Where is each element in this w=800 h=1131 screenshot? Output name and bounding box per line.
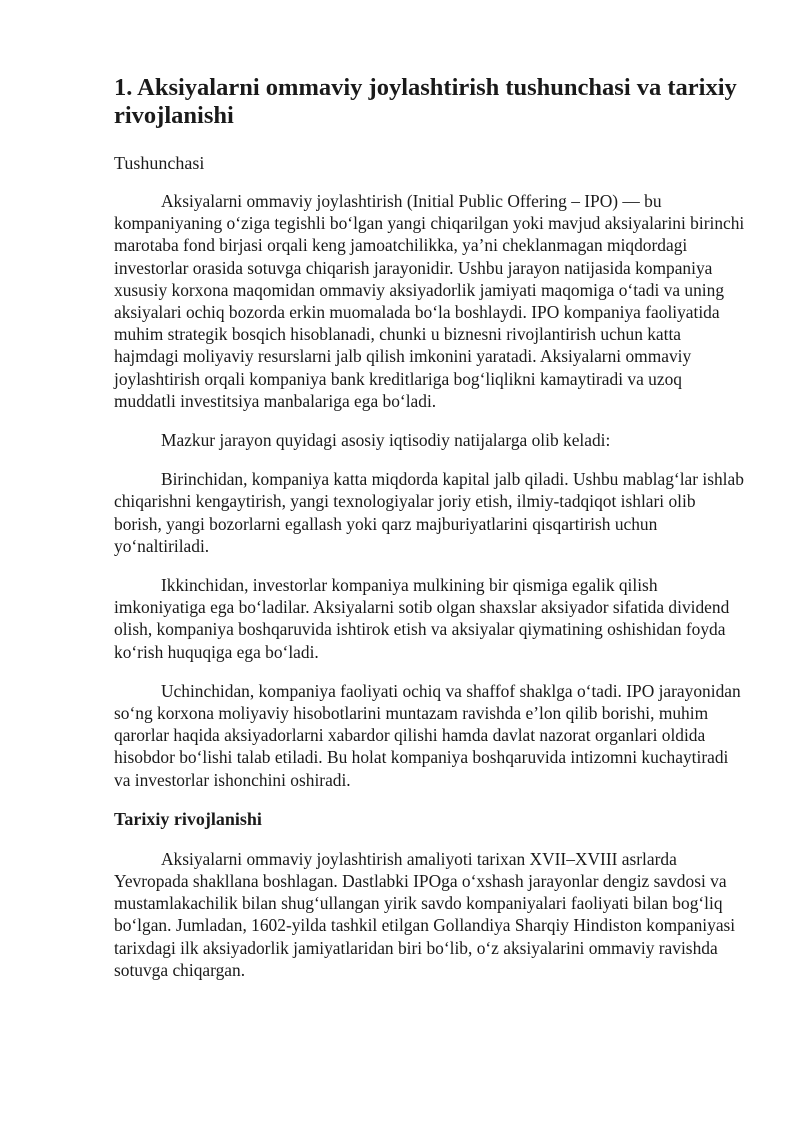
document-page xyxy=(114,74,746,998)
document-title: 1. Aksiyalarni ommaviy joylashtirish tushunchasi va tarixiy rivojlanishi xyxy=(114,74,737,129)
paragraph-second-result: Ikkinchidan, investorlar kompaniya mulkining bir qismiga egalik qilish imkoniyatiga ega bo‘ladilar. Aksiyalarni sotib olgan shaxslar aksiyador sifatida dividend olish, kompaniya boshqaruvida ishtirok etish va aksiyalar qiymatining oshishidan foyda ko‘rish huquqiga ega bo‘ladi. xyxy=(114,575,730,662)
paragraph-third-result: Uchinchidan, kompaniya faoliyati ochiq va shaffof shaklga o‘tadi. IPO jarayonidan so‘ng korxona moliyaviy hisobotlarini muntazam ravishda e’lon qilib borishi, muhim qarorlar haqida aksiyadorlarni xabardor qilishi hamda davlat nazorat organlari oldida hisobdor bo‘lishi talab etiladi. Bu holat kompaniya boshqaruvida intizomni kuchaytiradi va investorlar ishonchini oshiradi. xyxy=(114,680,741,790)
section-heading-concept: Tushunchasi xyxy=(114,153,205,173)
paragraph-definition: Aksiyalarni ommaviy joylashtirish (Initial Public Offering – IPO) — bu kompaniyaning o‘ziga tegishli bo‘lgan yangi chiqarilgan yoki mavjud aksiyalarini birinchi marotaba fond birjasi orqali keng jamoatchilikka, ya’ni cheklanmagan miqdordagi investorlar orasida sotuvga chiqarish jarayonidir. Ushbu jarayon natijasida kompaniya xususiy korxona maqomidan ommaviy aksiyadorlik jamiyati maqomiga o‘tadi va uning aksiyalari ochiq bozorda erkin muomalada bo‘la boshlaydi. IPO kompaniya faoliyatida muhim strategik bosqich hisoblanadi, chunki u biznesni rivojlantirish uchun katta hajmdagi moliyaviy resurslarni jalb qilish imkonini yaratadi. Aksiyalarni ommaviy joylashtirish orqali kompaniya bank kreditlariga bog‘liqlikni kamaytiradi va uzoq muddatli investitsiya manbalariga ega bo‘ladi. xyxy=(114,191,745,411)
paragraph-results-intro: Mazkur jarayon quyidagi asosiy iqtisodiy natijalarga olib keladi: xyxy=(161,430,611,451)
paragraph-first-result: Birinchidan, kompaniya katta miqdorda kapital jalb qiladi. Ushbu mablag‘lar ishlab chiqarishni kengaytirish, yangi texnologiyalar joriy etish, ilmiy-tadqiqot ishlari olib borish, yangi bozorlarni egallash yoki qarz majburiyatlarini qisqartirish uchun yo‘naltiriladi. xyxy=(114,469,744,556)
section-heading-history: Tarixiy rivojlanishi xyxy=(114,808,262,829)
paragraph-history: Aksiyalarni ommaviy joylashtirish amaliyoti tarixan XVII–XVIII asrlarda Yevropada shakllana boshlagan. Dastlabki IPOga o‘xshash jarayonlar dengiz savdosi va mustamlakachilik bilan shug‘ullangan yirik savdo kompaniyalari faoliyati bilan bog‘liq bo‘lgan. Jumladan, 1602-yilda tashkil etilgan Gollandiya Sharqiy Hindiston kompaniyasi tarixdagi ilk aksiyadorlik jamiyatlaridan biri bo‘lib, o‘z aksiyalarini ommaviy ravishda sotuvga chiqargan. xyxy=(114,848,736,980)
